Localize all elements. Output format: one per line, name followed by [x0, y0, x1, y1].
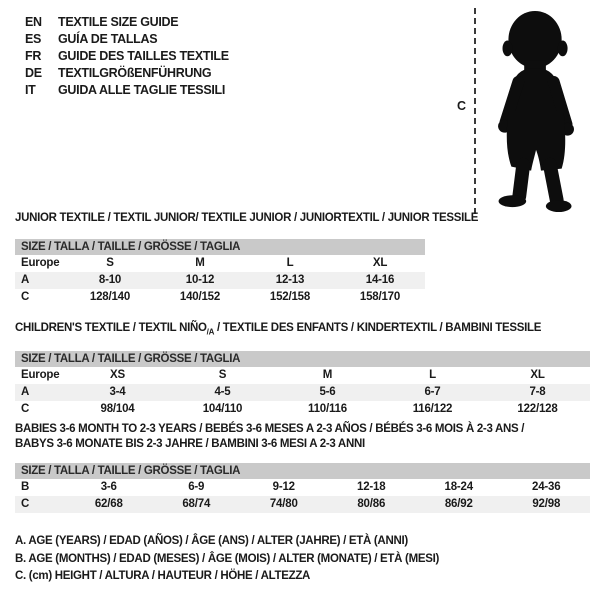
babies-title-line2: BABYS 3-6 MONATE BIS 2-3 JAHRE / BAMBINI 3-6 MESI A 2-3 ANNI — [15, 438, 365, 450]
height-cell: 158/170 — [359, 291, 401, 303]
height-cell: 98/104 — [100, 403, 135, 416]
children-section-title — [15, 321, 590, 339]
age-cell: 5-6 — [319, 386, 336, 399]
height-cell: 104/110 — [202, 403, 243, 416]
height-cell: 140/152 — [179, 291, 221, 303]
age-cell: 12-18 — [357, 481, 386, 493]
language-code: DE — [25, 66, 42, 80]
language-title: GUIDE DES TAILLES TEXTILE — [58, 49, 229, 63]
junior-textile-section — [15, 211, 479, 306]
note-age-years: A. AGE (YEARS) / EDAD (AÑOS) / ÂGE (ANS) / ALTER (JAHRE) / ETÀ (ANNI) — [15, 535, 408, 547]
height-cell: 152/158 — [269, 291, 311, 303]
height-cell: 110/116 — [308, 403, 347, 416]
height-cell: 92/98 — [532, 498, 561, 510]
language-code: ES — [25, 32, 42, 46]
height-cell: 68/74 — [182, 498, 211, 510]
title-post: / TEXTILE DES ENFANTS / KINDERTEXTIL / BAMBINI TESSILE — [214, 322, 542, 334]
table-row-age — [15, 272, 425, 289]
row-label: Europe — [21, 257, 60, 269]
toddler-silhouette-icon — [478, 7, 598, 214]
junior-section-title: JUNIOR TEXTILE / TEXTIL JUNIOR/ TEXTILE JUNIOR / JUNIORTEXTIL / JUNIOR TESSILE — [15, 212, 479, 224]
table-row-height — [15, 496, 590, 513]
age-cell: 8-10 — [98, 274, 122, 286]
table-row-europe — [15, 367, 590, 384]
age-cell: 4-5 — [214, 386, 231, 399]
height-cell: 116/122 — [412, 403, 453, 416]
language-row-it — [25, 82, 229, 99]
title-pre: CHILDREN'S TEXTILE / TEXTIL NIÑO — [15, 322, 207, 334]
row-label: A — [21, 274, 30, 286]
table-row-height — [15, 401, 590, 418]
babies-section-title — [15, 422, 590, 452]
size-cell: M — [195, 257, 205, 269]
age-cell: 14-16 — [365, 274, 395, 286]
row-label: B — [21, 481, 30, 493]
size-cell: L — [429, 369, 436, 382]
age-cell: 24-36 — [532, 481, 561, 493]
language-title-list — [25, 14, 229, 99]
row-label: C — [21, 498, 30, 510]
title-subscript: /A — [206, 327, 215, 337]
height-cell: 122/128 — [517, 403, 558, 416]
age-cell: 3-4 — [109, 386, 126, 399]
language-row-fr — [25, 48, 229, 65]
height-cell: 128/140 — [89, 291, 131, 303]
age-cell: 12-13 — [275, 274, 305, 286]
size-cell: L — [286, 257, 294, 269]
age-cell: 18-24 — [444, 481, 473, 493]
size-cell: M — [322, 369, 333, 382]
note-height-cm: C. (cm) HEIGHT / ALTURA / HAUTEUR / HÖHE / ALTEZZA — [15, 570, 311, 582]
language-row-en — [25, 14, 229, 31]
legend-notes — [15, 533, 439, 586]
size-cell: S — [106, 257, 114, 269]
age-cell: 6-7 — [424, 386, 441, 399]
size-cell: XS — [110, 369, 125, 382]
height-c-label: C — [457, 99, 467, 113]
row-label: Europe — [21, 369, 60, 382]
language-row-es — [25, 31, 229, 48]
language-title: GUIDA ALLE TAGLIE TESSILI — [58, 83, 226, 97]
row-label: C — [21, 403, 30, 416]
age-cell: 9-12 — [272, 481, 295, 493]
babies-title-line1: BABIES 3-6 MONTH TO 2-3 YEARS / BEBÉS 3-6 MESES A 2-3 AÑOS / BÉBÉS 3-6 MOIS À 2-3 ANS / — [15, 423, 525, 435]
language-title: GUÍA DE TALLAS — [58, 32, 158, 46]
height-cell: 86/92 — [444, 498, 473, 510]
language-row-de — [25, 65, 229, 82]
row-label: C — [21, 291, 30, 303]
table-row-age — [15, 384, 590, 401]
size-cell: S — [218, 369, 227, 382]
size-cell: XL — [530, 369, 545, 382]
age-cell: 6-9 — [188, 481, 205, 493]
height-cell: 74/80 — [269, 498, 298, 510]
language-code: FR — [25, 49, 42, 63]
row-label: A — [21, 386, 30, 399]
babies-textile-section — [15, 422, 590, 513]
language-title: TEXTILE SIZE GUIDE — [58, 15, 179, 29]
age-cell: 7-8 — [529, 386, 546, 399]
table-row-height — [15, 289, 425, 306]
children-textile-section — [15, 321, 590, 418]
language-code: IT — [25, 83, 36, 97]
height-cell: 62/68 — [94, 498, 123, 510]
age-cell: 3-6 — [100, 481, 117, 493]
note-age-months: B. AGE (MONTHS) / EDAD (MESES) / ÂGE (MOIS) / ALTER (MONATE) / ETÀ (MESI) — [15, 552, 440, 565]
table-row-europe — [15, 255, 425, 272]
size-cell: XL — [372, 257, 388, 269]
height-cell: 80/86 — [357, 498, 386, 510]
size-header-bar: SIZE / TALLA / TAILLE / GRÖSSE / TAGLIA — [15, 351, 590, 367]
toddler-figure — [450, 5, 600, 217]
size-header-bar: SIZE / TALLA / TAILLE / GRÖSSE / TAGLIA — [15, 239, 425, 255]
language-title: TEXTILGRÖßENFÜHRUNG — [58, 66, 212, 80]
language-code: EN — [25, 15, 42, 29]
size-header-bar: SIZE / TALLA / TAILLE / GRÖSSE / TAGLIA — [15, 463, 590, 479]
table-row-age-months — [15, 479, 590, 496]
height-dashed-line — [474, 8, 476, 214]
age-cell: 10-12 — [185, 274, 215, 286]
